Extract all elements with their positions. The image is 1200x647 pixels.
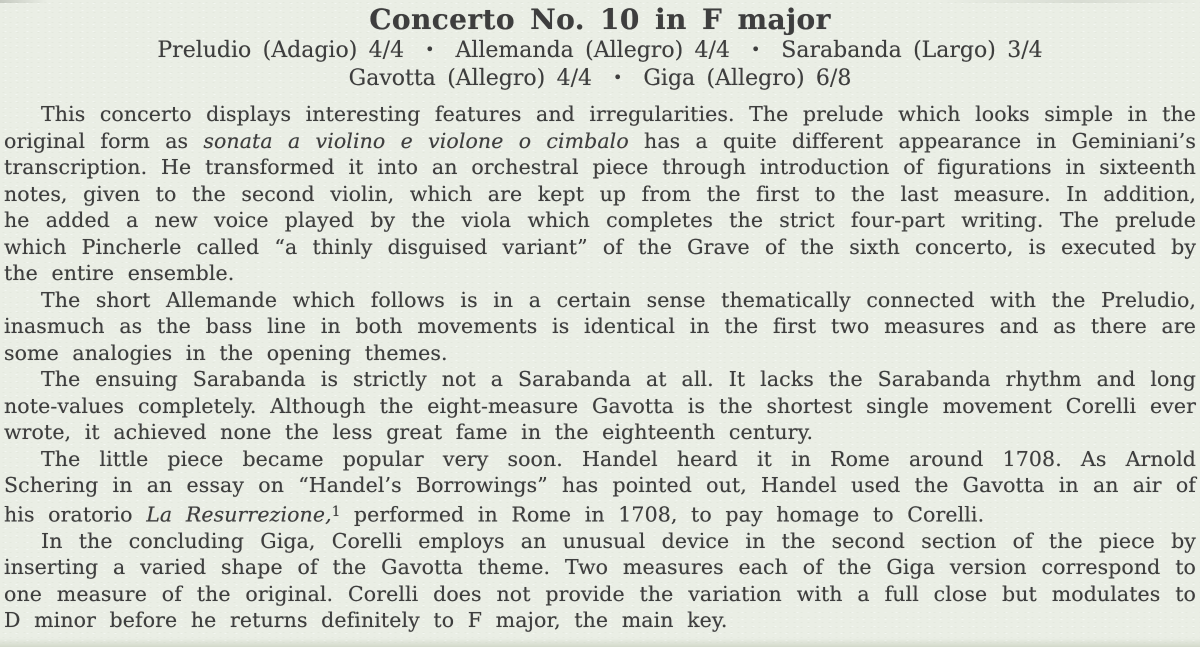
header: [0, 0, 1200, 92]
paragraph-sarabanda: [4, 366, 1196, 446]
article-body: [4, 101, 1196, 634]
scan-edge-bottom-artifact: [0, 638, 1200, 647]
paragraph-gavotta: [4, 446, 1196, 528]
paragraph-giga: [4, 528, 1196, 634]
movement-label: Sarabanda (Largo) 3/4: [781, 38, 1043, 63]
italic-phrase: La Resurrezione,: [146, 502, 332, 527]
footnote-ref: 1: [331, 503, 341, 520]
text-run: has a quite different appearance in Geminiani’s transcription. He transformed it into an orchestral piece through introduction of figurations in sixteenth notes, given to the second violin, which are kept up from the first to the last measure. In addition, he added a new voice played by the viola which completes the strict four-part writing. The prelude which Pincherle called “a thinly disguised variant” of the Grave of the sixth concerto, is executed by the entire ensemble.: [4, 128, 1197, 285]
bullet-separator: •: [425, 40, 435, 59]
text-run: This concerto displays interesting features and irregularities. The prelude which looks simple in the original form as: [4, 102, 1196, 153]
page-title: Concerto No. 10 in F major: [369, 3, 831, 36]
paragraph-prelude: [4, 101, 1196, 287]
movement-label: Giga (Allegro) 6/8: [643, 66, 852, 91]
text-run: In the concluding Giga, Corelli employs an unusual device in the second section of the piece by inserting a varied shape of the Gavotta theme. Two measures each of the Giga version correspond to one measure of the original. Corelli does not provide the variation with a full close but modulates to D minor before he returns definitely to F major, the main key.: [4, 528, 1196, 633]
paragraph-allemande: [4, 287, 1196, 367]
movement-label: Preludio (Adagio) 4/4: [157, 38, 405, 63]
text-run: The short Allemande which follows is in a certain sense thematically connected with the Preludio, inasmuch as the bass line in both movements is identical in the first two measures and as there are some analogies in the opening themes.: [4, 287, 1196, 365]
movement-label: Gavotta (Allegro) 4/4: [348, 66, 592, 91]
bullet-separator: •: [613, 68, 623, 87]
movement-label: Allemanda (Allegro) 4/4: [455, 38, 730, 63]
bullet-separator: •: [750, 40, 761, 59]
text-run: The ensuing Sarabanda is strictly not a Sarabanda at all. It lacks the Sarabanda rhythm and long note-values completely. Although the eight-measure Gavotta is the shortest single movement Corelli ever wrote, it achieved none the less great fame in the eighteenth century.: [4, 367, 1196, 444]
movements-line-1: [0, 36, 1200, 64]
italic-phrase: sonata a violino e violone o cimbalo: [203, 128, 629, 153]
movements-line-2: [0, 64, 1200, 92]
text-run: The little piece became popular very soon. Handel heard it in Rome around 1708. As Arnold Schering in an essay on “Handel’s Borrowings” has pointed out, Handel used the Gavotta in an air of his oratorio: [4, 446, 1196, 527]
text-run: performed in Rome in 1708, to pay homage to Corelli.: [340, 502, 985, 527]
